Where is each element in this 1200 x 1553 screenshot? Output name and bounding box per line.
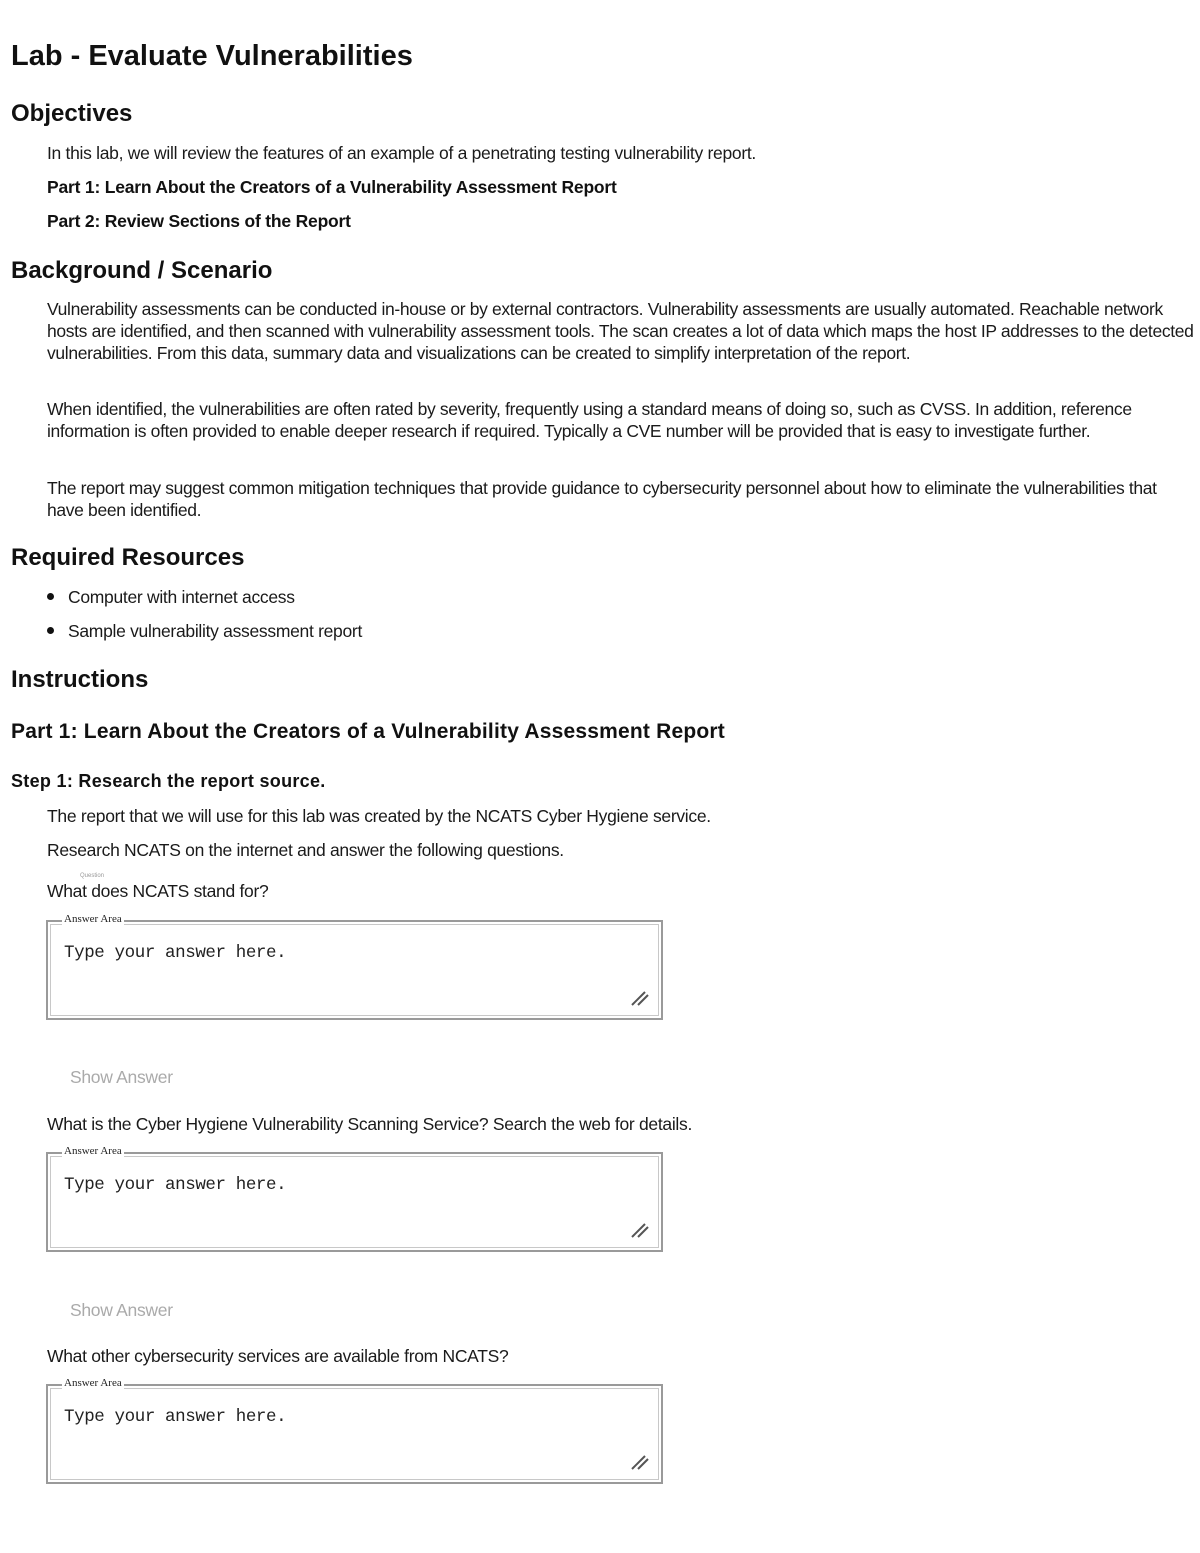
step1-heading: Step 1: Research the report source. <box>11 771 326 791</box>
step1-text-2: Research NCATS on the internet and answer the following questions. <box>47 840 564 860</box>
objective-part-1: Part 1: Learn About the Creators of a Vulnerability Assessment Report <box>47 177 617 197</box>
resize-handle-icon[interactable] <box>629 1450 651 1472</box>
list-item <box>47 587 295 608</box>
answer-input-3[interactable]: Type your answer here. <box>64 1407 287 1427</box>
question-3: What other cybersecurity services are available from NCATS? <box>47 1346 509 1366</box>
resize-handle-icon[interactable] <box>629 986 651 1008</box>
answer-area-2[interactable] <box>46 1145 663 1252</box>
answer-input-1[interactable]: Type your answer here. <box>64 943 287 963</box>
background-paragraph-1: Vulnerability assessments can be conducted in-house or by external contractors. Vulnerability assessments are usually automated. Reachable network hosts are identified, and then scanned with vulnerability assessment tools. The scan creates a lot of data which maps the host IP addresses to the detected vulnerabilities. From this data, summary data and visualizations can be created to simplify interpretation of the report. <box>47 299 1194 364</box>
resources-heading: Required Resources <box>11 544 245 571</box>
objectives-heading: Objectives <box>11 100 133 127</box>
question-2: What is the Cyber Hygiene Vulnerability Scanning Service? Search the web for details. <box>47 1114 693 1134</box>
question-1: What does NCATS stand for? <box>47 881 269 901</box>
list-item <box>47 621 362 642</box>
answer-input-2[interactable]: Type your answer here. <box>64 1175 287 1195</box>
objectives-intro: In this lab, we will review the features of an example of a penetrating testing vulnerability report. <box>47 143 756 163</box>
answer-area-legend: Answer Area <box>64 1145 122 1157</box>
answer-area-legend: Answer Area <box>64 913 122 925</box>
instructions-heading: Instructions <box>11 666 149 693</box>
answer-area-3[interactable] <box>46 1377 663 1484</box>
page-title: Lab - Evaluate Vulnerabilities <box>11 40 413 72</box>
bullet-icon <box>47 593 54 600</box>
bullet-icon <box>47 627 54 634</box>
resource-item-label: Computer with internet access <box>68 587 295 607</box>
answer-area-legend: Answer Area <box>64 1377 122 1389</box>
part1-heading: Part 1: Learn About the Creators of a Vulnerability Assessment Report <box>11 720 725 743</box>
background-paragraph-2: When identified, the vulnerabilities are often rated by severity, frequently using a standard means of doing so, such as CVSS. In addition, reference information is often provided to enable deeper research if required. Typically a CVE number will be provided that is easy to investigate further. <box>47 399 1132 442</box>
objective-part-2: Part 2: Review Sections of the Report <box>47 211 351 231</box>
background-paragraph-3: The report may suggest common mitigation techniques that provide guidance to cybersecurity personnel about how to eliminate the vulnerabilities that have been identified. <box>47 478 1157 521</box>
resize-handle-icon[interactable] <box>629 1218 651 1240</box>
resource-item-label: Sample vulnerability assessment report <box>68 621 363 641</box>
tiny-label: Question <box>80 873 105 879</box>
background-heading: Background / Scenario <box>11 257 273 284</box>
show-answer-button-1[interactable]: Show Answer <box>70 1067 173 1087</box>
answer-area-1[interactable] <box>46 913 663 1020</box>
step1-text-1: The report that we will use for this lab was created by the NCATS Cyber Hygiene service. <box>47 806 711 826</box>
show-answer-button-2[interactable]: Show Answer <box>70 1300 173 1320</box>
